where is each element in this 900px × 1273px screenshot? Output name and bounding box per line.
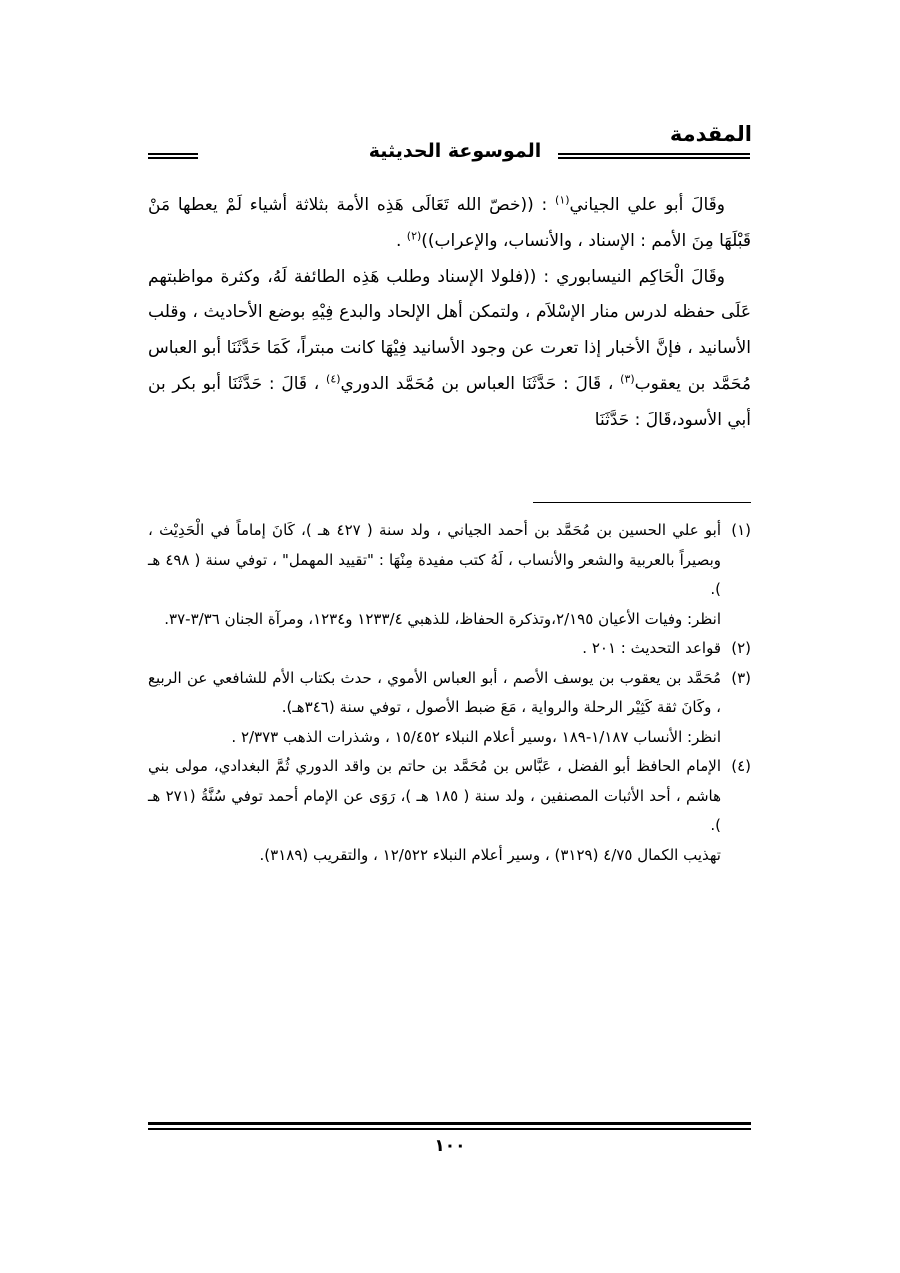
paragraph-2-text-c: ، قَالَ : حَدَّثَنَا أبو بكر بن أبي الأسود،قَالَ : حَدَّثَنَا [148,373,751,430]
paragraph-1-text-b: : ((خصّ الله تَعَالَى هَذِه الأمة بثلاثة أشياء لَمْ يعطها مَنْ قَبْلَهَا مِنَ الأمم : الإسناد ، والأنساب، والإعراب)) [148,195,751,251]
footnote-3 [148,664,751,753]
footnote-ref-4: (٤) [326,372,341,386]
footnote-text: قواعد التحديث : ٢٠١ . [582,639,721,657]
main-text [148,188,751,439]
book-title: الموسوعة الحديثية [368,140,542,162]
page-number: ١٠٠ [434,1136,466,1156]
paragraph-1-text-a: وقَالَ أبو علي الجياني [569,195,726,215]
paragraph-2 [148,260,751,439]
footnote-ref-2: (٢) [406,229,422,243]
footnote-text: مُحَمَّد بن يعقوب بن يوسف الأصم ، أبو العباس الأموي ، حدث بكتاب الأم للشافعي عن الربيع ، وكَانَ ثقة كَثِيْر الرحلة والرواية ، مَعَ ضبط الأصول ، توفي سنة (٣٤٦هـ). [148,668,721,716]
footnote-text: الإمام الحافظ أبو الفضل ، عَبَّاس بن مُحَمَّد بن حاتم بن واقد الدوري ثُمَّ البغدادي، مولى بني هاشم ، أحد الأثبات المصنفين ، ولد سنة ( ١٨٥ هـ )، رَوَى عن الإمام أحمد توفي سُنَّةُ (٢٧١ هـ ). [148,757,722,834]
footnote-4 [148,752,751,870]
paragraph-1 [148,188,751,260]
footnote-number: (٤) [731,757,751,775]
footnote-ref-3: (٣) [620,372,635,386]
header-rule-right [558,153,750,159]
footnote-number: (٢) [731,639,751,657]
footer-rule [148,1122,751,1130]
footnote-2 [148,634,751,664]
header-rule-left [148,153,198,159]
footnote-text: انظر: وفيات الأعيان ٢/١٩٥،وتذكرة الحفاظ، للذهبي ١٢٣٣/٤ و١٢٣٤، ومرآة الجنان ٣/٣٦-٣٧. [164,609,721,628]
paragraph-2-text-b: ، قَالَ : حَدَّثَنَا العباس بن مُحَمَّد الدوري [340,373,621,394]
footnote-text: تهذيب الكمال ٤/٧٥ (٣١٢٩) ، وسير أعلام النبلاء ١٢/٥٢٢ ، والتقريب (٣١٨٩). [259,845,721,864]
paragraph-1-text-c: . [395,230,407,251]
footnotes [148,516,751,870]
footnote-number: (٣) [731,668,751,687]
footnote-text: أبو علي الحسين بن مُحَمَّد بن أحمد الجياني ، ولد سنة ( ٤٢٧ هـ )، كَانَ إماماً في الْحَدِيْث ، وبصيراً بالعربية والشعر والأنساب ، لَهُ كتب مفيدة مِنْهَا : "تقييد المهمل" ، توفي سنة ( ٤٩٨ هـ ). [148,521,721,598]
footnote-separator [533,502,751,503]
paragraph-2-text-a: وقَالَ الْحَاكِم النيسابوري : ((فلولا الإسناد وطلب هَذِه الطائفة لَهُ، وكثرة مواظبتهم عَلَى حفظه لدرس منار الإسْلاَم ، ولتمكن أهل الإلحاد والبدع فِيْهِ بوضع الأحاديث ، وقلب الأسانيد ، فإنَّ الأخبار إذا تعرت عن وجود الأسانيد فِيْهَا كانت مبتراً، كَمَا حَدَّثَنَا أبو العباس مُحَمَّد بن يعقوب [148,266,751,394]
chapter-title: المقدمة [669,122,752,146]
footnote-number: (١) [731,521,751,539]
footnote-1 [148,516,751,634]
footnote-text: انظر: الأنساب ١/١٨٧-١٨٩ ،وسير أعلام النبلاء ١٥/٤٥٢ ، وشذرات الذهب ٢/٣٧٣ . [231,727,721,746]
footnote-ref-1: (١) [555,193,570,207]
